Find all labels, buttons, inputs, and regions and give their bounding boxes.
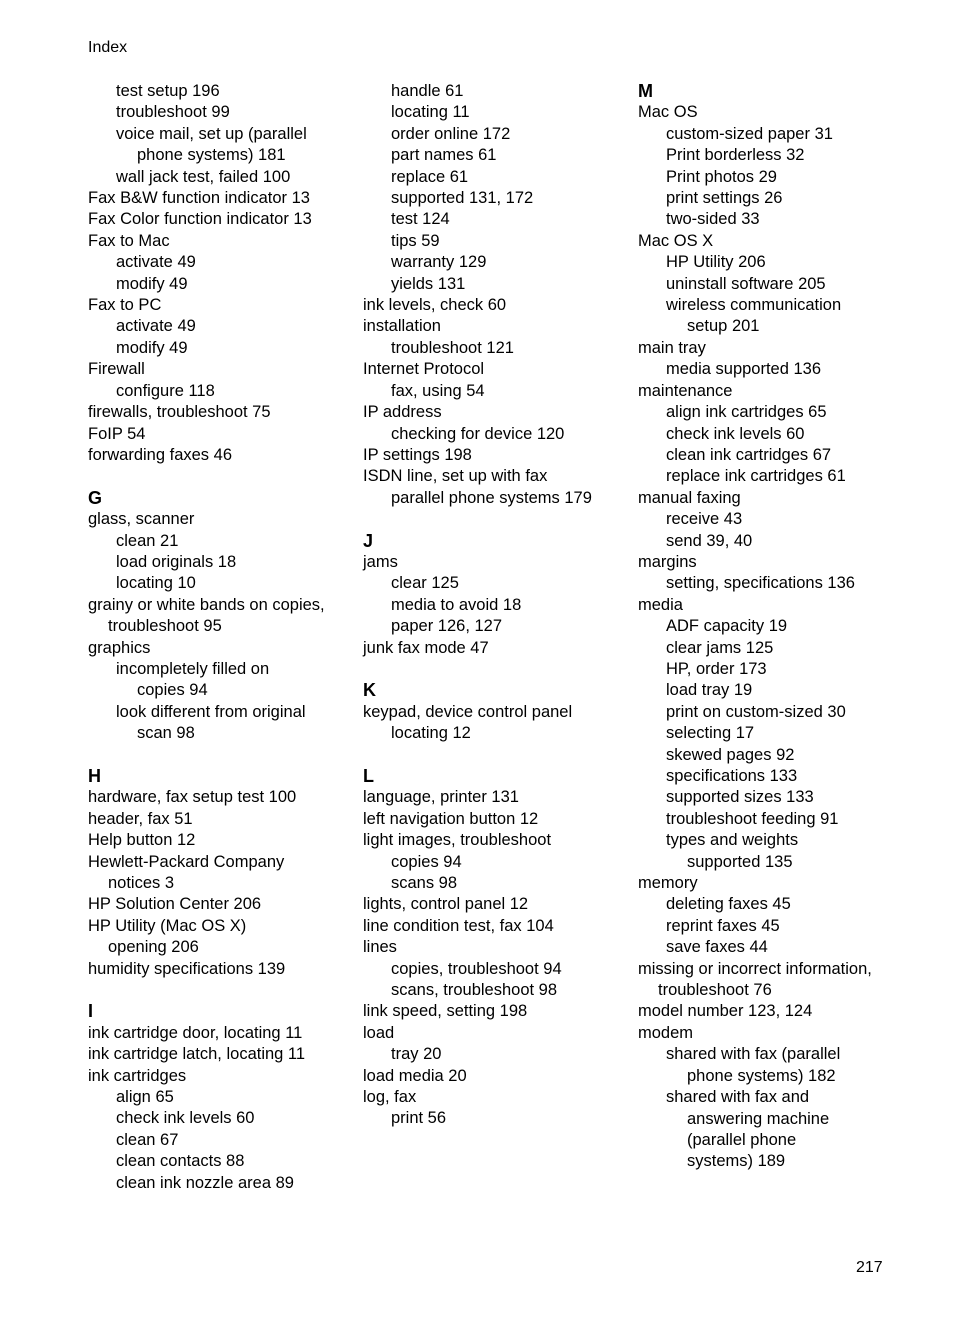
index-main-entry: FoIP 54	[88, 424, 146, 443]
index-sub-entry: clean contacts 88	[116, 1152, 245, 1171]
index-sub-entry: clear 125	[391, 574, 459, 593]
index-continuation: phone systems) 181	[137, 146, 286, 165]
index-main-entry: Internet Protocol	[363, 360, 485, 379]
index-sub-entry: copies, troubleshoot 94	[391, 959, 562, 978]
index-main-entry: margins	[638, 552, 697, 571]
index-sub-entry: media to avoid 18	[391, 595, 522, 614]
index-sub-entry: wireless communication	[666, 296, 842, 315]
index-main-entry: line condition test, fax 104	[363, 916, 554, 935]
running-head: Index	[88, 39, 128, 56]
index-main-entry: IP address	[363, 403, 442, 422]
index-main-entry: lights, control panel 12	[363, 895, 529, 914]
index-main-entry: log, fax	[363, 1088, 417, 1107]
index-main-entry: ink levels, check 60	[363, 296, 507, 315]
index-continuation: troubleshoot 76	[658, 981, 772, 1000]
index-continuation: opening 206	[108, 938, 199, 957]
index-main-entry: Mac OS X	[638, 231, 714, 250]
index-main-entry: Help button 12	[88, 831, 196, 850]
index-sub-entry: HP Utility 206	[666, 253, 766, 272]
index-column-1	[88, 81, 350, 1194]
index-main-entry: ink cartridge latch, locating 11	[88, 1045, 306, 1064]
index-sub-entry: HP, order 173	[666, 659, 767, 678]
index-continuation: (parallel phone	[687, 1130, 797, 1149]
index-main-entry: lines	[363, 938, 397, 957]
index-sub-entry: activate 49	[116, 317, 196, 336]
index-main-entry: Fax Color function indicator 13	[88, 210, 312, 229]
index-continuation: copies 94	[137, 681, 208, 700]
index-main-entry: Fax to Mac	[88, 231, 170, 250]
index-main-entry: Fax B&W function indicator 13	[88, 189, 310, 208]
index-main-entry: ISDN line, set up with fax	[363, 467, 548, 486]
index-sub-entry: checking for device 120	[391, 424, 565, 443]
index-sub-entry: look different from original	[116, 702, 306, 721]
index-continuation: scan 98	[137, 724, 195, 743]
index-sub-entry: clean ink cartridges 67	[666, 445, 832, 464]
index-main-entry: link speed, setting 198	[363, 1002, 528, 1021]
index-sub-entry: reprint faxes 45	[666, 916, 780, 935]
index-letter-heading: M	[638, 81, 653, 101]
index-sub-entry: clear jams 125	[666, 638, 774, 657]
index-sub-entry: selecting 17	[666, 724, 755, 743]
index-main-entry: grainy or white bands on copies,	[88, 595, 325, 614]
index-sub-entry: align 65	[116, 1088, 174, 1107]
index-sub-entry: tips 59	[391, 231, 440, 250]
index-sub-entry: warranty 129	[391, 253, 487, 272]
index-main-entry: HP Solution Center 206	[88, 895, 262, 914]
index-continuation: notices 3	[108, 874, 175, 892]
index-sub-entry: tray 20	[391, 1045, 442, 1064]
index-sub-entry: save faxes 44	[666, 938, 768, 957]
index-letter-heading: H	[88, 765, 101, 786]
index-main-entry: Mac OS	[638, 103, 698, 122]
index-sub-entry: troubleshoot 121	[391, 338, 514, 357]
index-sub-entry: locating 10	[116, 574, 196, 593]
index-continuation: troubleshoot 95	[108, 617, 222, 636]
index-main-entry: language, printer 131	[363, 788, 519, 807]
section-gap	[363, 509, 625, 530]
index-sub-entry: parallel phone systems 179	[391, 488, 592, 507]
index-sub-entry: scans 98	[391, 873, 458, 892]
index-sub-entry: modify 49	[116, 338, 188, 357]
index-main-entry: Firewall	[88, 360, 145, 379]
index-main-entry: hardware, fax setup test 100	[88, 788, 297, 807]
index-sub-entry: configure 118	[116, 381, 215, 400]
index-sub-entry: specifications 133	[666, 767, 798, 785]
section-gap	[88, 466, 350, 487]
index-column-2	[363, 81, 625, 1130]
index-sub-entry: wall jack test, failed 100	[116, 167, 291, 186]
index-sub-entry: receive 43	[666, 510, 743, 529]
page-number: 217	[856, 1259, 883, 1276]
index-continuation: supported 135	[687, 852, 793, 871]
index-main-entry: HP Utility (Mac OS X)	[88, 916, 247, 935]
index-main-entry: load	[363, 1023, 395, 1042]
index-main-entry: ink cartridges	[88, 1066, 187, 1085]
index-main-entry: maintenance	[638, 381, 733, 400]
index-sub-entry: locating 12	[391, 724, 471, 743]
index-continuation: phone systems) 182	[687, 1066, 836, 1085]
index-continuation: systems) 189	[687, 1152, 786, 1171]
index-main-entry: humidity specifications 139	[88, 959, 286, 978]
index-sub-entry: custom-sized paper 31	[666, 124, 833, 143]
index-sub-entry: send 39, 40	[666, 531, 753, 550]
index-main-entry: Hewlett-Packard Company	[88, 852, 285, 871]
index-sub-entry: troubleshoot feeding 91	[666, 809, 839, 828]
index-main-entry: memory	[638, 874, 698, 893]
index-sub-entry: activate 49	[116, 253, 196, 272]
index-continuation: answering machine	[687, 1109, 830, 1128]
index-main-entry: IP settings 198	[363, 445, 472, 464]
index-sub-entry: ADF capacity 19	[666, 617, 788, 636]
index-main-entry: Fax to PC	[88, 296, 162, 315]
index-sub-entry: clean 21	[116, 531, 179, 550]
index-main-entry: junk fax mode 47	[363, 638, 489, 657]
index-sub-entry: print settings 26	[666, 189, 783, 208]
index-main-entry: model number 123, 124	[638, 1002, 813, 1021]
index-main-entry: manual faxing	[638, 488, 741, 507]
index-sub-entry: replace ink cartridges 61	[666, 467, 846, 486]
index-sub-entry: Print borderless 32	[666, 146, 805, 165]
index-sub-entry: supported 131, 172	[391, 189, 534, 208]
index-sub-entry: locating 11	[391, 103, 470, 122]
index-sub-entry: print on custom-sized 30	[666, 702, 846, 721]
index-sub-entry: skewed pages 92	[666, 745, 795, 764]
index-sub-entry: fax, using 54	[391, 381, 485, 400]
section-gap	[363, 659, 625, 680]
index-main-entry: left navigation button 12	[363, 809, 539, 828]
index-main-entry: header, fax 51	[88, 809, 193, 828]
section-gap	[88, 745, 350, 766]
index-sub-entry: troubleshoot 99	[116, 103, 230, 122]
index-main-entry: jams	[363, 552, 398, 571]
index-sub-entry: paper 126, 127	[391, 617, 503, 636]
index-sub-entry: media supported 136	[666, 360, 822, 379]
index-main-entry: light images, troubleshoot	[363, 831, 552, 850]
index-sub-entry: test 124	[391, 210, 450, 229]
index-main-entry: glass, scanner	[88, 510, 195, 529]
index-sub-entry: voice mail, set up (parallel	[116, 124, 307, 143]
index-main-entry: media	[638, 595, 683, 614]
index-sub-entry: order online 172	[391, 124, 511, 143]
index-sub-entry: clean 67	[116, 1130, 179, 1149]
index-sub-entry: load originals 18	[116, 552, 237, 571]
index-main-entry: ink cartridge door, locating 11	[88, 1023, 303, 1042]
index-sub-entry: scans, troubleshoot 98	[391, 981, 558, 1000]
index-sub-entry: check ink levels 60	[666, 424, 805, 443]
index-sub-entry: deleting faxes 45	[666, 895, 791, 914]
index-column-3	[638, 81, 900, 1173]
index-sub-entry: replace 61	[391, 167, 469, 186]
index-main-entry: main tray	[638, 338, 706, 357]
index-sub-entry: supported sizes 133	[666, 788, 814, 807]
index-sub-entry: print 56	[391, 1109, 447, 1128]
index-sub-entry: shared with fax and	[666, 1088, 810, 1107]
index-sub-entry: check ink levels 60	[116, 1109, 255, 1128]
index-main-entry: installation	[363, 317, 441, 336]
index-sub-entry: shared with fax (parallel	[666, 1045, 841, 1064]
index-sub-entry: test setup 196	[116, 82, 220, 100]
index-letter-heading: I	[88, 1001, 94, 1022]
index-main-entry: missing or incorrect information,	[638, 959, 872, 978]
index-sub-entry: part names 61	[391, 146, 497, 165]
index-continuation: setup 201	[687, 317, 760, 336]
index-main-entry: load media 20	[363, 1066, 467, 1085]
index-sub-entry: types and weights	[666, 831, 799, 850]
index-main-entry: forwarding faxes 46	[88, 445, 232, 464]
index-main-entry: firewalls, troubleshoot 75	[88, 403, 271, 422]
index-sub-entry: two-sided 33	[666, 210, 760, 229]
index-sub-entry: clean ink nozzle area 89	[116, 1173, 294, 1192]
index-letter-heading: K	[363, 680, 376, 701]
index-sub-entry: uninstall software 205	[666, 274, 826, 293]
index-sub-entry: copies 94	[391, 852, 462, 871]
section-gap	[363, 745, 625, 766]
index-sub-entry: align ink cartridges 65	[666, 403, 827, 422]
index-main-entry: keypad, device control panel	[363, 702, 573, 721]
index-sub-entry: load tray 19	[666, 681, 753, 700]
index-letter-heading: J	[363, 530, 374, 551]
index-sub-entry: modify 49	[116, 274, 188, 293]
index-sub-entry: Print photos 29	[666, 167, 777, 186]
index-main-entry: modem	[638, 1023, 694, 1042]
index-sub-entry: handle 61	[391, 82, 464, 100]
index-sub-entry: setting, specifications 136	[666, 574, 855, 593]
index-letter-heading: L	[363, 765, 374, 786]
index-sub-entry: yields 131	[391, 274, 466, 293]
section-gap	[88, 980, 350, 1001]
index-sub-entry: incompletely filled on	[116, 659, 270, 678]
index-main-entry: graphics	[88, 638, 151, 657]
index-letter-heading: G	[88, 487, 103, 508]
